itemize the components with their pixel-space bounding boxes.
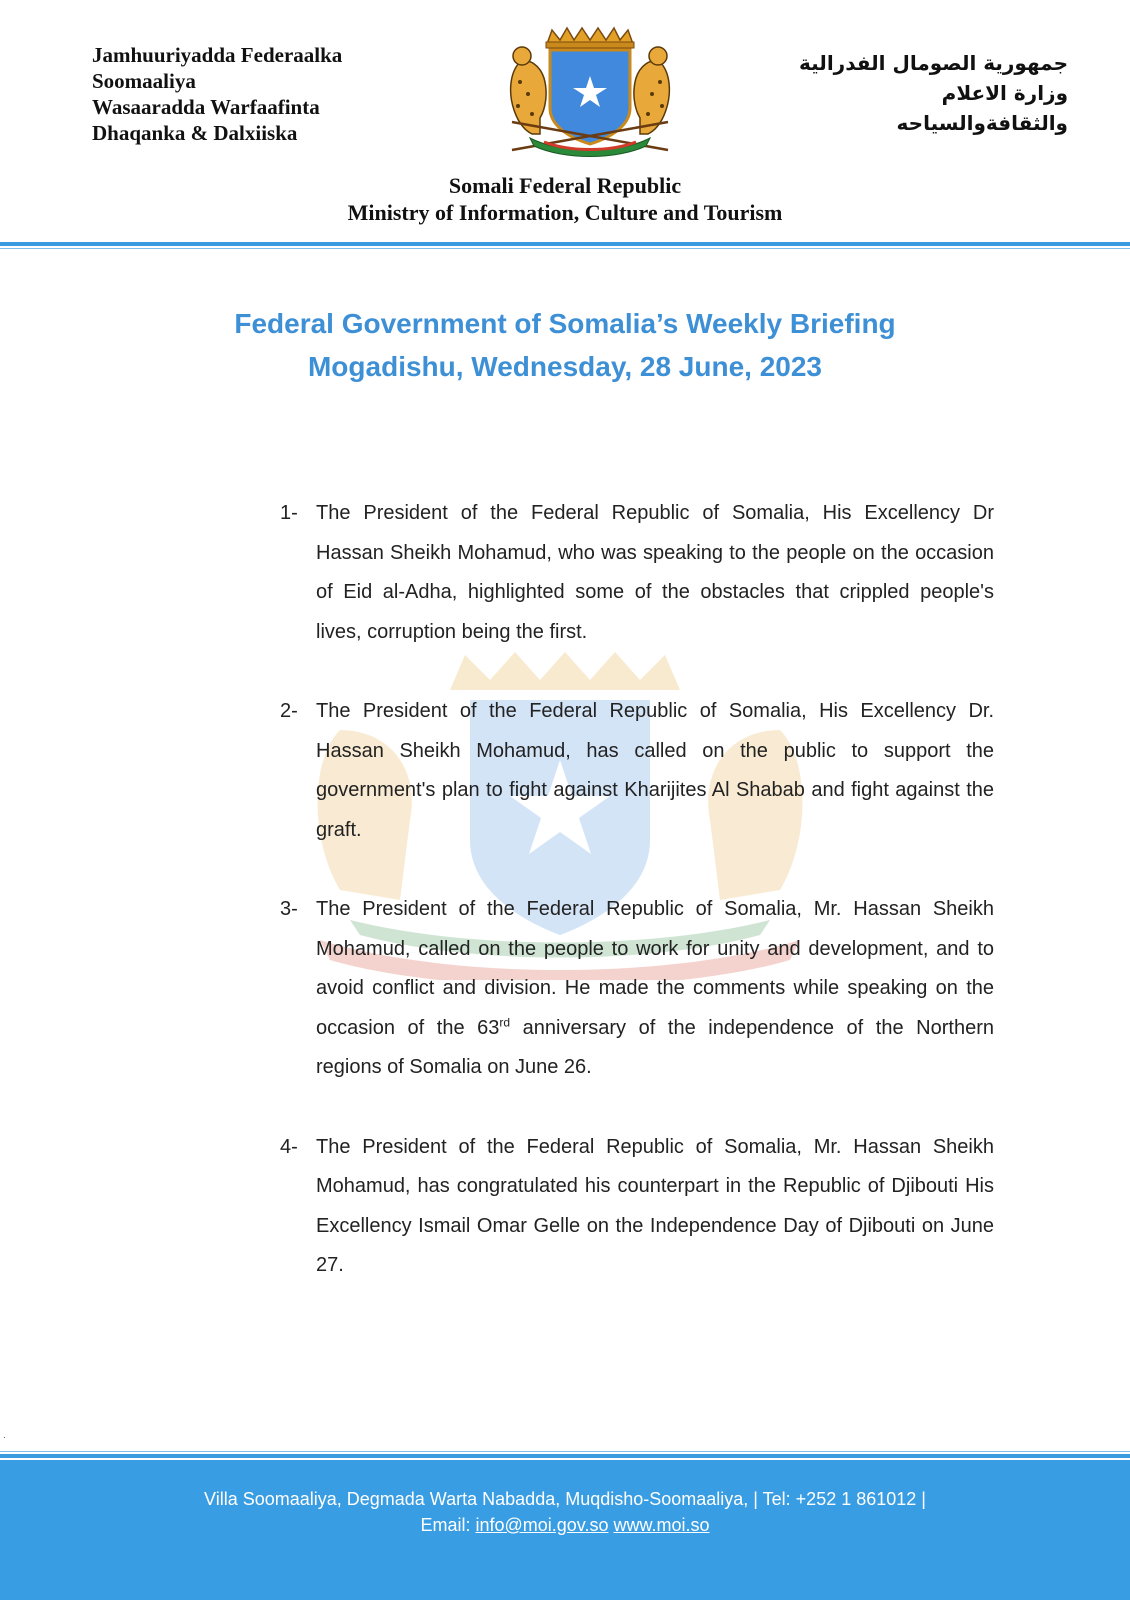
briefing-item-text bbox=[316, 890, 994, 1088]
briefing-item-3 bbox=[280, 890, 994, 1088]
page-mark: . bbox=[3, 1430, 6, 1441]
briefing-item-1 bbox=[280, 494, 994, 652]
briefing-item-number: 4- bbox=[280, 1135, 298, 1158]
footer bbox=[0, 1460, 1130, 1600]
briefing-item-2 bbox=[280, 692, 994, 850]
header-right-line-1: جمهورية الصومال الفدرالية bbox=[799, 51, 1068, 75]
briefing-title-line-1: Federal Government of Somalia’s Weekly Briefing bbox=[234, 308, 896, 339]
header-left-somali bbox=[92, 42, 342, 146]
header-center-line-2: Ministry of Information, Culture and Tourism bbox=[347, 200, 783, 225]
footer-divider-thin bbox=[0, 1451, 1130, 1452]
briefing-item-text: The President of the Federal Republic of Somalia, Mr. Hassan Sheikh Mohamud, has congratulated his counterpart in the Republic of Djibouti His Excellency Ismail Omar Gelle on the Independence Day of Djibouti on June 27. bbox=[316, 1135, 994, 1276]
header-divider-thick bbox=[0, 242, 1130, 246]
briefing-item-text-part-1: The President of the Federal Republic of Somalia, Mr. Hassan Sheikh Mohamud, called on the people to work for unity and development, and to avoid conflict and division. He made the comments while speaking on the occasion of the 63 bbox=[316, 898, 994, 1039]
header-left-line-1: Jamhuuriyadda Federaalka bbox=[92, 43, 343, 67]
header-left-line-4: Dhaqanka & Dalxiiska bbox=[92, 121, 298, 145]
header-center-line-1: Somali Federal Republic bbox=[448, 173, 682, 198]
header-left-line-3: Wasaaradda Warfaafinta bbox=[92, 95, 320, 119]
briefing-item-text-part-2: anniversary of the independence of the Northern regions of Somalia on June 26. bbox=[316, 1016, 994, 1078]
footer-divider-thick bbox=[0, 1454, 1130, 1458]
header-center-english bbox=[0, 172, 1130, 226]
header-right-line-3: والثقافةوالسياحه bbox=[896, 111, 1068, 135]
header-right-arabic bbox=[708, 48, 1068, 138]
briefing-items-list bbox=[280, 494, 994, 1286]
briefing-item-text: The President of the Federal Republic of Somalia, His Excellency Dr. Hassan Sheikh Mohamud, has called on the public to support the government's plan to fight against Kharijites Al Shabab and fight against the graft. bbox=[316, 700, 994, 841]
ordinal-suffix: rd bbox=[499, 1014, 511, 1029]
footer-website-link[interactable]: www.moi.so bbox=[613, 1515, 710, 1535]
footer-email-link[interactable]: info@moi.gov.so bbox=[475, 1515, 609, 1535]
header-right-line-2: وزارة الاعلام bbox=[941, 81, 1068, 105]
briefing-title bbox=[0, 302, 1130, 388]
briefing-item-text: The President of the Federal Republic of Somalia, His Excellency Dr Hassan Sheikh Mohamud, who was speaking to the people on the occasion of Eid al-Adha, highlighted some of the obstacles that crippled people's lives, corruption being the first. bbox=[316, 502, 994, 643]
footer-contact bbox=[0, 1512, 1130, 1538]
briefing-date-line: Mogadishu, Wednesday, 28 June, 2023 bbox=[307, 351, 823, 382]
briefing-item-number: 1- bbox=[280, 502, 298, 524]
footer-email-label: Email: bbox=[420, 1515, 476, 1535]
briefing-item-number: 3- bbox=[280, 898, 298, 920]
header-divider-thin bbox=[0, 248, 1130, 249]
footer-address: Villa Soomaaliya, Degmada Warta Nabadda, Muqdisho-Soomaaliya, | Tel: +252 1 861012 | bbox=[204, 1489, 926, 1509]
coat-of-arms-emblem-icon bbox=[500, 22, 680, 162]
header-left-line-2: Soomaaliya bbox=[92, 69, 196, 93]
briefing-item-number: 2- bbox=[280, 700, 298, 722]
briefing-item-4 bbox=[280, 1128, 994, 1286]
